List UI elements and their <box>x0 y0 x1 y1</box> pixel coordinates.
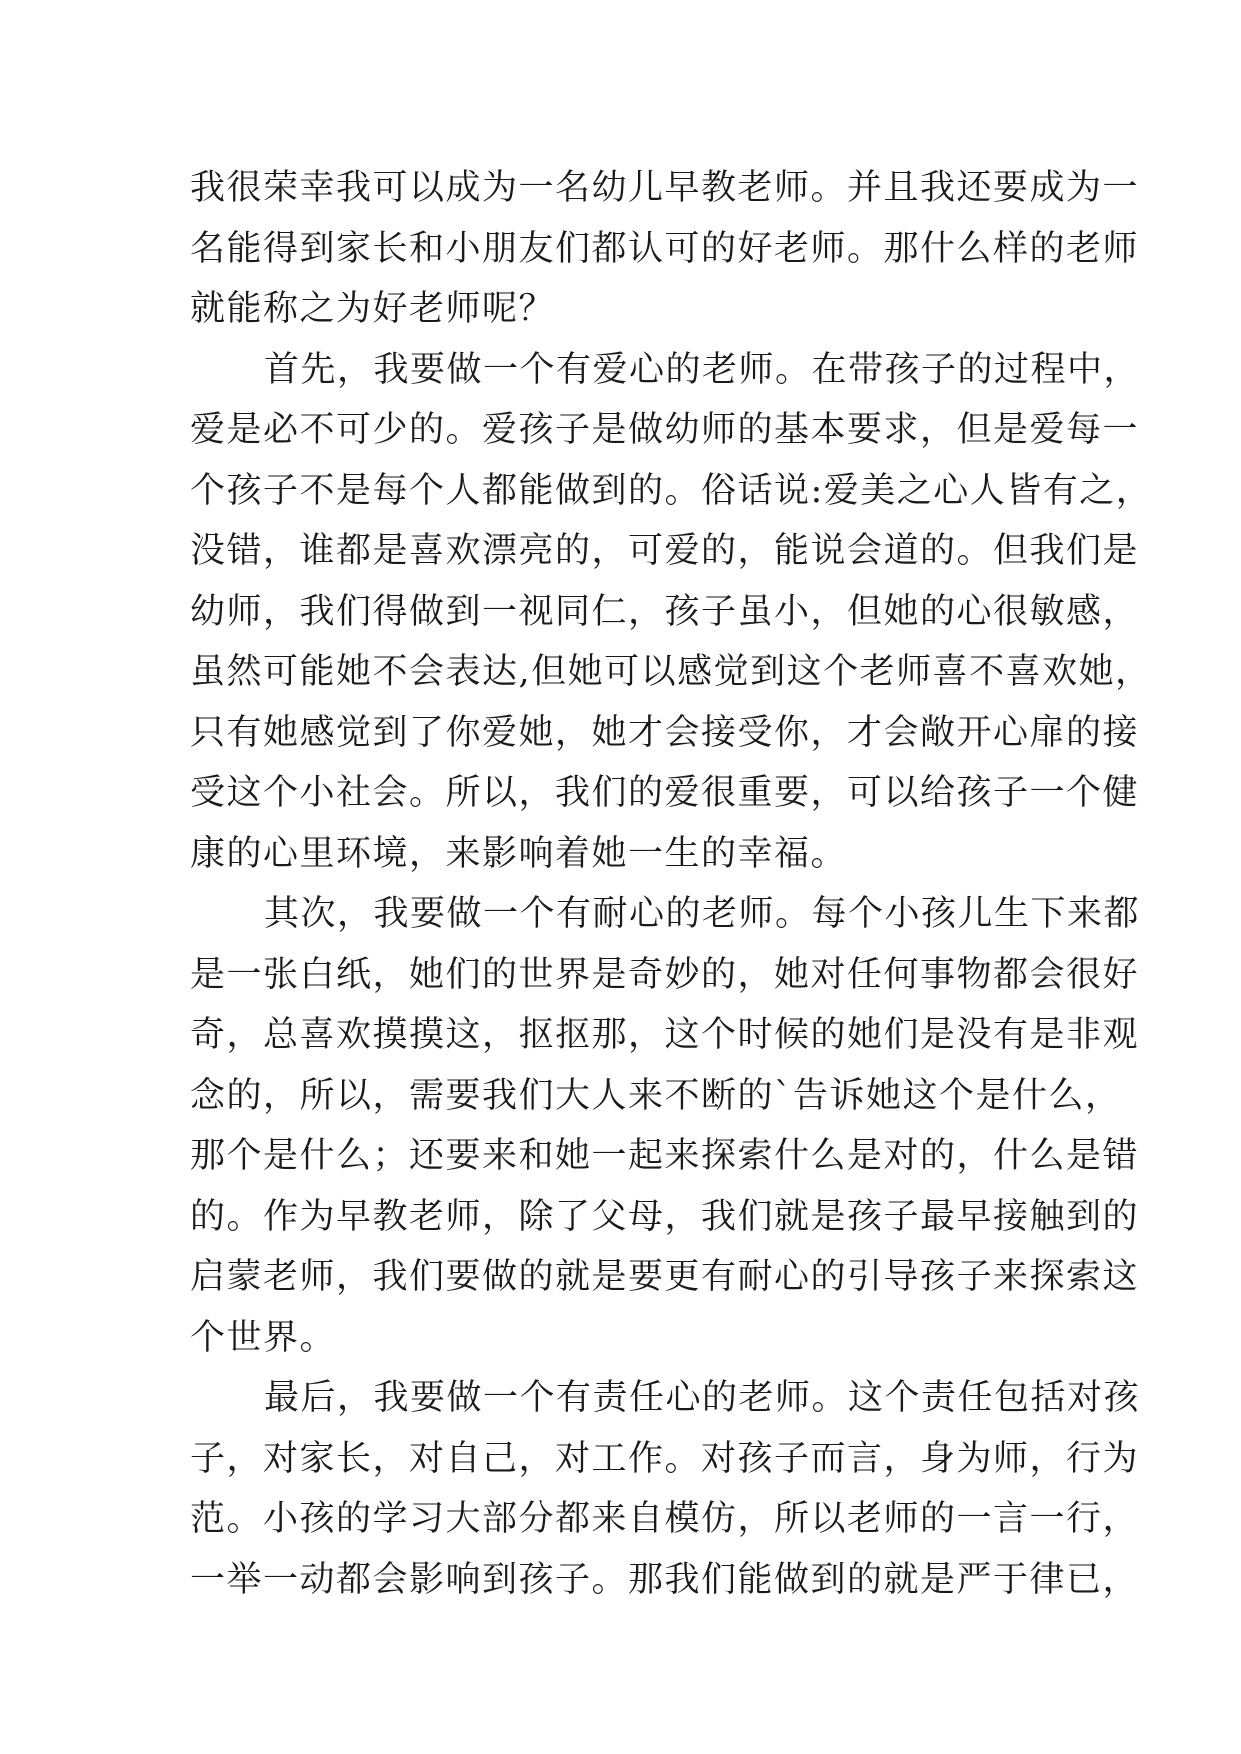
text-line: 奇，总喜欢摸摸这，抠抠那，这个时候的她们是没有是非观 <box>190 1015 1140 1055</box>
text-line: 爱是必不可少的。爱孩子是做幼师的基本要求，但是爱每一 <box>190 410 1140 450</box>
text-line: 最后，我要做一个有责任心的老师。这个责任包括对孩 <box>264 1378 1141 1418</box>
text-line: 名能得到家长和小朋友们都认可的好老师。那什么样的老师 <box>190 228 1140 269</box>
text-line: 那个是什么；还要来和她一起来探索什么是对的，什么是错 <box>190 1136 1140 1176</box>
text-line: 康的心里环境，来影响着她一生的幸福。 <box>190 833 848 874</box>
text-line: 范。小孩的学习大部分都来自模仿，所以老师的一言一行， <box>190 1499 1140 1539</box>
text-line: 没错，谁都是喜欢漂亮的，可爱的，能说会道的。但我们是 <box>190 531 1140 571</box>
text-line: 首先，我要做一个有爱心的老师。在带孩子的过程中， <box>264 349 1141 390</box>
text-line: 的。作为早教老师，除了父母，我们就是孩子最早接触到的 <box>190 1196 1140 1237</box>
text-line: 个世界。 <box>190 1317 337 1358</box>
text-line: 子，对家长，对自己，对工作。对孩子而言，身为师，行为 <box>190 1438 1140 1479</box>
text-line: 是一张白纸，她们的世界是奇妙的，她对任何事物都会很好 <box>190 954 1140 995</box>
text-line: 我很荣幸我可以成为一名幼儿早教老师。并且我还要成为一 <box>190 168 1140 208</box>
text-line: 一举一动都会影响到孩子。那我们能做到的就是严于律已， <box>190 1559 1140 1600</box>
text-line: 就能称之为好老师呢？ <box>190 289 556 329</box>
text-line: 受这个小社会。所以，我们的爱很重要，可以给孩子一个健 <box>190 773 1140 813</box>
text-line: 幼师，我们得做到一视同仁，孩子虽小，但她的心很敏感， <box>190 591 1140 632</box>
text-line: 其次，我要做一个有耐心的老师。每个小孩儿生下来都 <box>264 894 1141 934</box>
text-line: 只有她感觉到了你爱她，她才会接受你，才会敞开心扉的接 <box>190 712 1140 753</box>
text-line: 虽然可能她不会表达,但她可以感觉到这个老师喜不喜欢她， <box>190 652 1152 692</box>
text-line: 个孩子不是每个人都能做到的。俗话说:爱美之心人皆有之， <box>190 470 1153 511</box>
text-line: 启蒙老师，我们要做的就是要更有耐心的引导孩子来探索这 <box>190 1257 1140 1297</box>
text-line: 念的，所以，需要我们大人来不断的`告诉她这个是什么， <box>190 1075 1122 1116</box>
document-body <box>190 158 1153 1610</box>
